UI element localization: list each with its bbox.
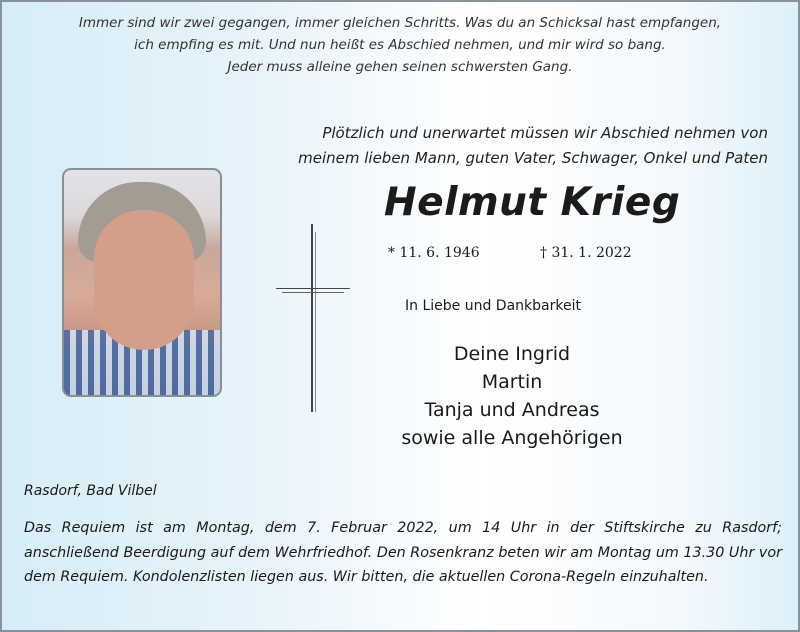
family-member: sowie alle Angehörigen [401,427,623,449]
poem-line: ich empfing es mit. Und nun heißt es Abschied nehmen, und mir wird so bang. [134,37,666,53]
poem-line: Jeder muss alleine gehen seinen schwersten Gang. [227,59,573,75]
intro-line: Plötzlich und unerwartet müssen wir Abschied nehmen von [322,124,768,142]
place: Rasdorf, Bad Vilbel [24,483,157,499]
family-member: Deine Ingrid [453,343,571,365]
intro-text [298,121,768,171]
cross-vertical-shadow [315,232,316,412]
death-date: † 31. 1. 2022 [540,245,632,261]
portrait-photo [62,168,222,397]
deceased-name: Helmut Krieg [384,180,681,225]
dedication: In Liebe und Dankbarkeit [405,298,581,314]
cross-horizontal [276,288,350,289]
funeral-details: Das Requiem ist am Montag, dem 7. Februar 2022, um 14 Uhr in der Stiftskirche zu Rasdorf; anschließend Beerdigung auf dem Wehrfriedhof. Den Rosenkranz beten wir am Montag um 13.30 Uhr vor dem Requiem. Kondolenzlisten liegen aus. Wir bitten, die aktuellen Corona-Regeln einzuhalten. [24,520,782,585]
intro-line: meinem lieben Mann, guten Vater, Schwager, Onkel und Paten [298,149,768,167]
family-member: Martin [481,371,543,393]
cross-vertical [311,224,313,412]
birth-date: * 11. 6. 1946 [388,245,480,261]
family-member: Tanja und Andreas [424,399,600,421]
poem [2,12,798,78]
poem-line: Immer sind wir zwei gegangen, immer gleichen Schritts. Was du an Schicksal hast empfangen, [78,15,722,31]
photo-face [94,210,194,350]
family-list [362,340,662,452]
cross-horizontal-shadow [282,292,344,293]
